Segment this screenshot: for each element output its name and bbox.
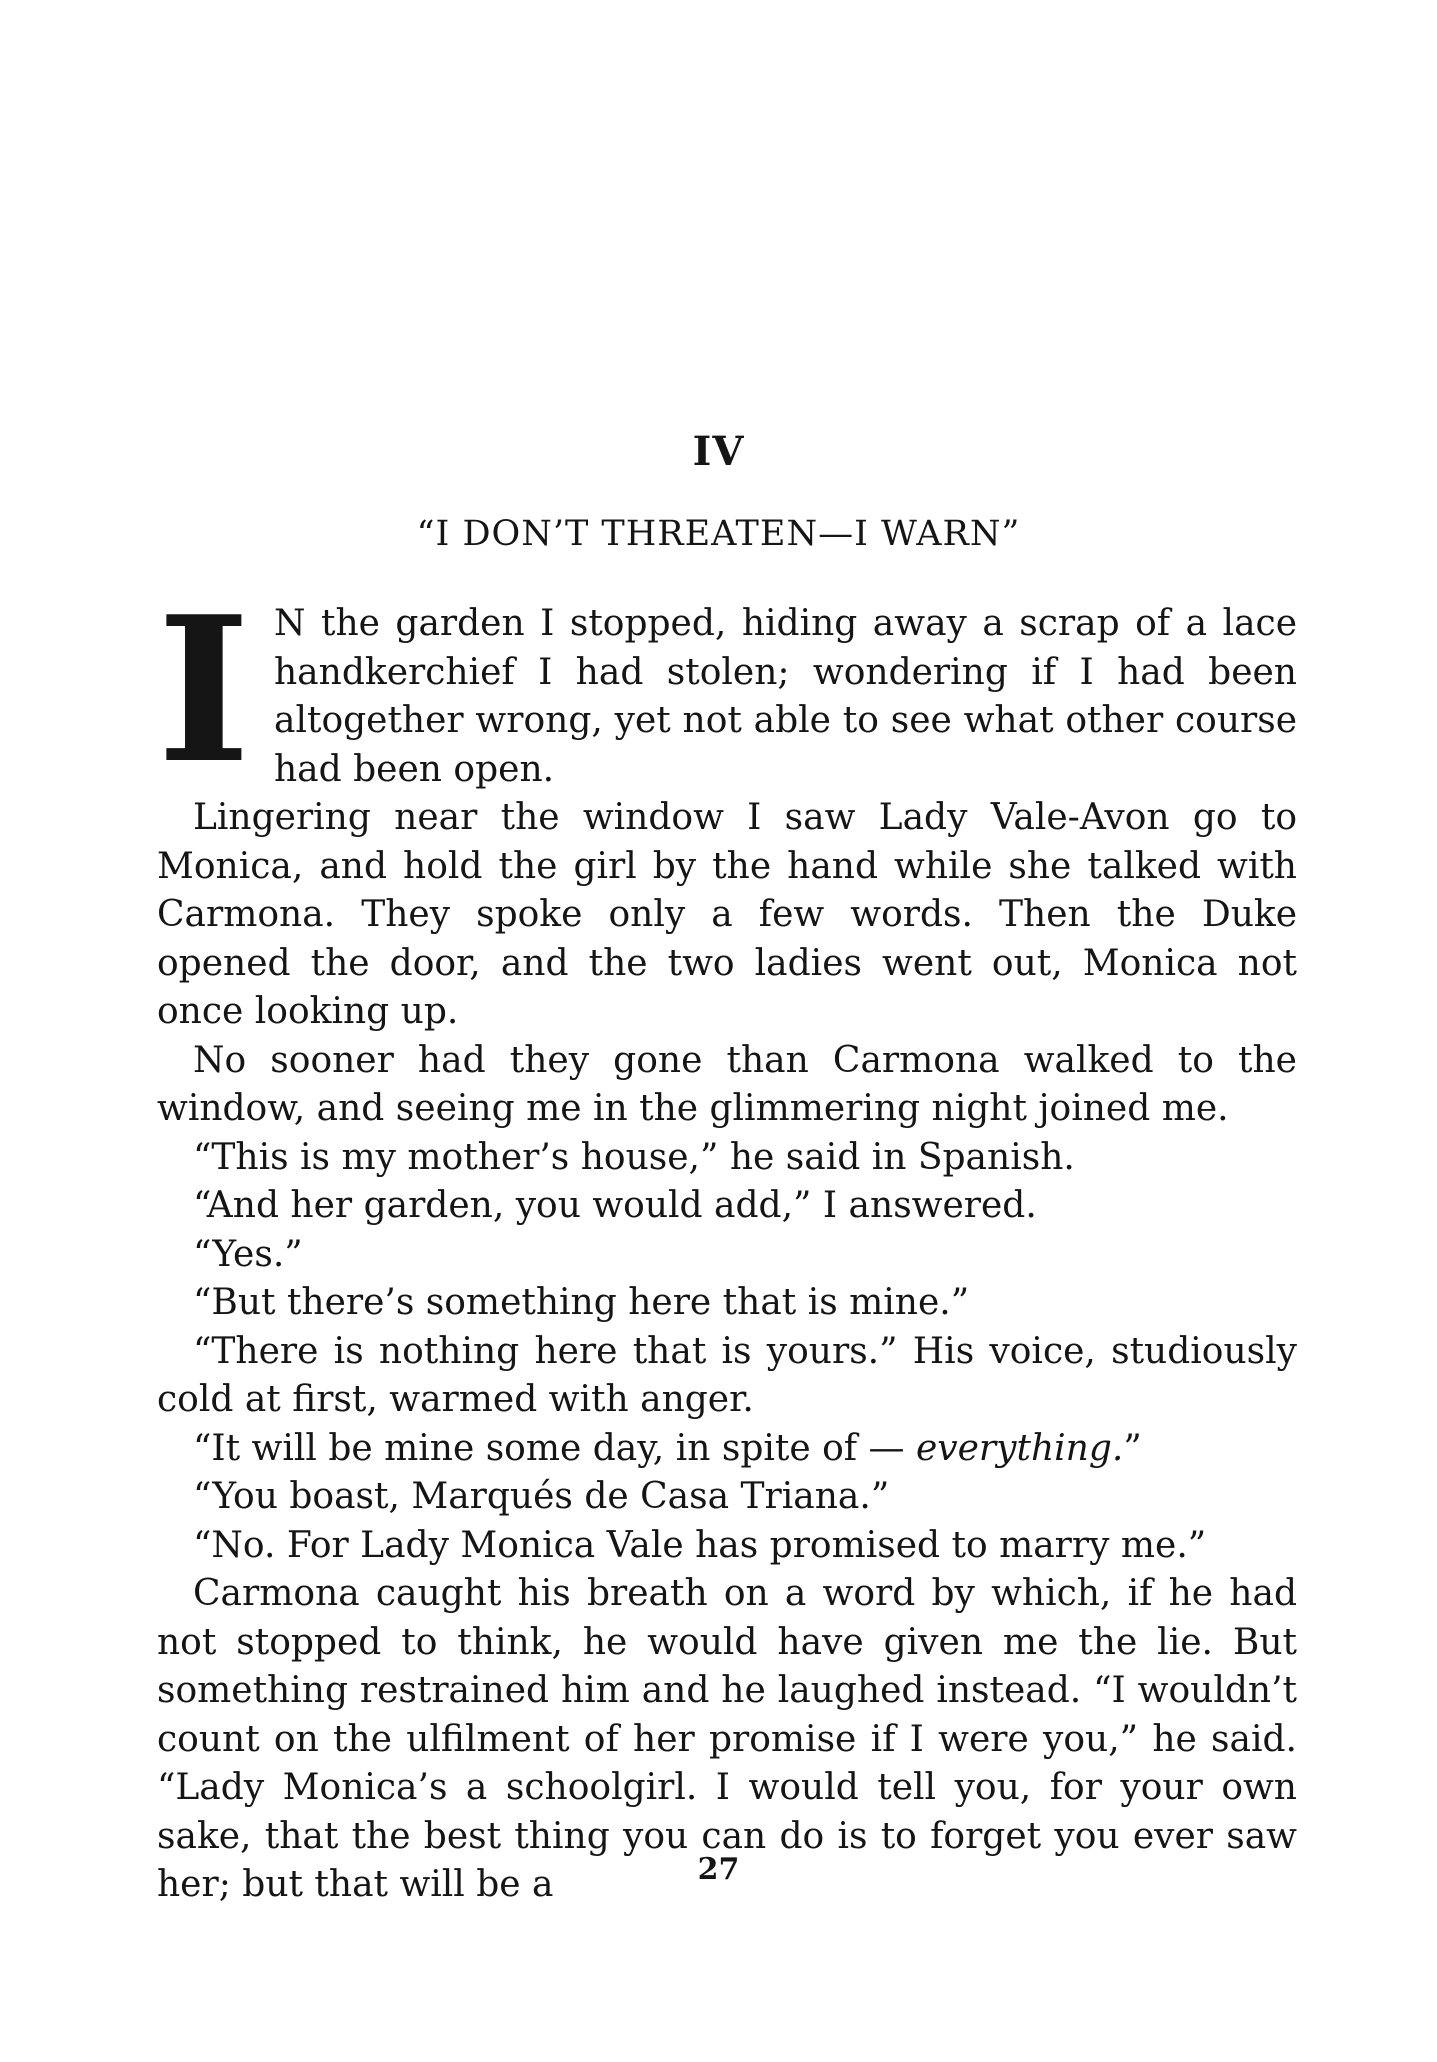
paragraph-10: “You boast, Marqués de Casa Triana.” [193,1476,890,1517]
paragraph-9-start: “It will be mine some day, in spite of — [193,1427,916,1469]
paragraph-11: “No. For Lady Monica Vale has promised to marry me.” [193,1524,1207,1566]
chapter-number: IV [692,428,745,475]
paragraph-7: “But there’s something here that is mine.” [193,1282,970,1323]
paragraph-3: No sooner had they gone than Carmona walked to the window, and seeing me in the glimmering night joined me. [157,1039,1297,1129]
drop-cap: I [157,573,251,808]
paragraph-1: N the garden I stopped, hiding away a scrap of a lace handkerchief I had stolen; wondering if I had been altogether wrong, yet not able to see what other course had been open. [274,603,1297,790]
opening-paragraph [157,573,1297,808]
paragraph-5: “And her garden, you would add,” I answered. [193,1185,1037,1226]
paragraph-6: “Yes.” [193,1233,303,1275]
chapter-body [157,573,1297,1910]
paragraph-4: “This is my mother’s house,” he said in Spanish. [193,1136,1075,1178]
paragraph-9 [157,1425,1297,1474]
page-number: 27 [697,1852,740,1887]
paragraph-8: “There is nothing here that is yours.” His voice, studiously cold at first, warmed with anger. [157,1330,1297,1420]
chapter-title: “I DON’T THREATEN—I WARN” [416,514,1021,554]
paragraph-2: Lingering near the window I saw Lady Vale-Avon go to Monica, and hold the girl by the hand while she talked with Carmona. They spoke only a few words. Then the Duke opened the door, and the two ladies went out, Monica not once looking up. [157,797,1297,1032]
emphasized-word: everything. [915,1427,1124,1469]
paragraph-9-end: ” [1123,1427,1142,1469]
paragraph-12: Carmona caught his breath on a word by which, if he had not stopped to think, he would have given me the lie. But something restrained him and he laughed instead. “I wouldn’t count on the ulfilment of her promise if I were you,” he said. “Lady Monica’s a schoolgirl. I would tell you, for your own sake, that the best thing you can do is to forget you ever saw her; but that will be a [157,1573,1297,1905]
